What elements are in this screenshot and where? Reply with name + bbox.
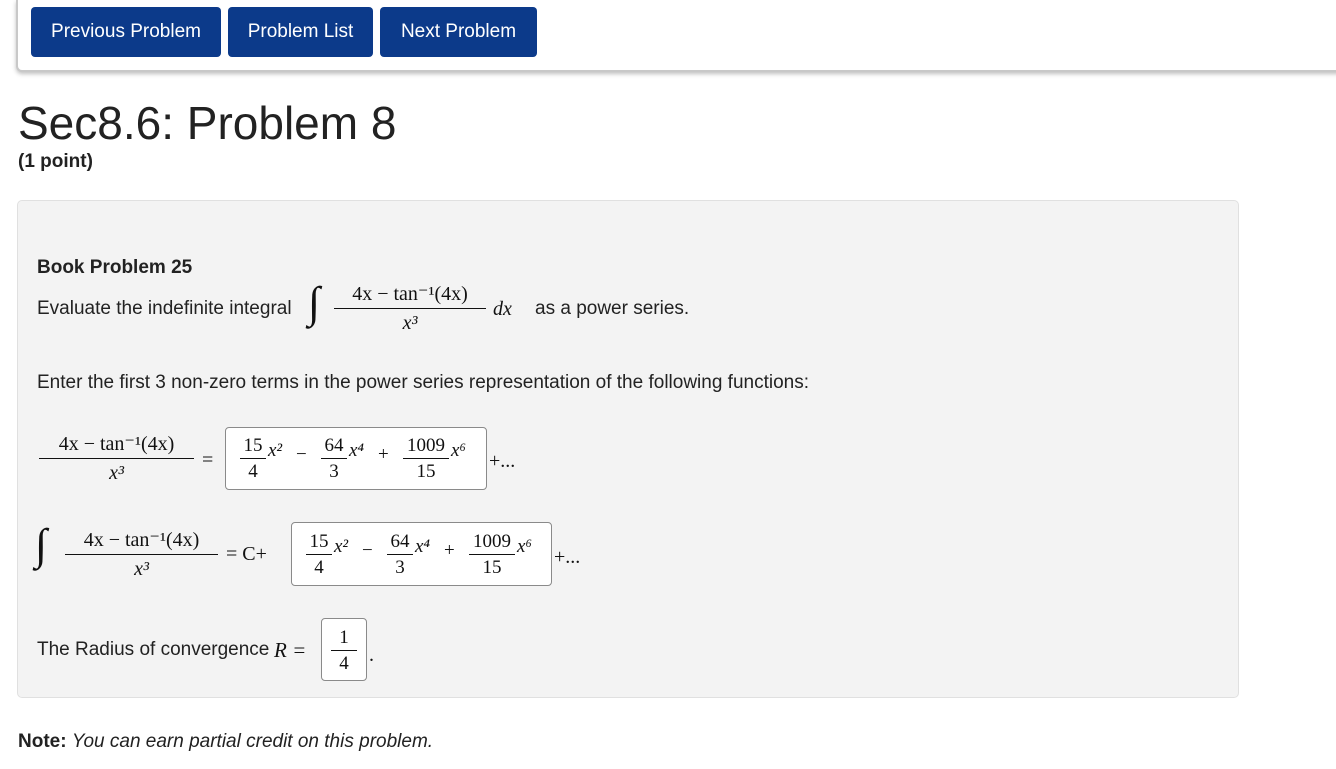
integral-sign: ∫ (35, 520, 48, 569)
integral-constant: = C+ (226, 543, 267, 565)
radius-denominator: 4 (339, 653, 349, 674)
radius-numerator: 1 (339, 627, 349, 648)
radius-answer-field[interactable] (321, 618, 367, 681)
integral-numerator: 4x − tan⁻¹(4x) (83, 529, 200, 551)
integral-fraction (65, 527, 218, 581)
evaluate-suffix: as a power series. (535, 298, 690, 319)
term2-numerator: 64 (390, 531, 410, 552)
problem-list-button[interactable]: Problem List (228, 7, 373, 57)
term2-numerator: 64 (324, 435, 344, 456)
term3-power: x⁶ (517, 536, 533, 557)
points-label: (1 point) (18, 151, 93, 172)
term1-denominator: 4 (314, 557, 324, 578)
term2-denominator: 3 (395, 557, 405, 578)
term1-numerator: 15 (309, 531, 329, 552)
evaluate-prefix: Evaluate the indefinite integral (37, 298, 292, 319)
integral-answer-field[interactable] (291, 522, 552, 586)
term3-fraction (469, 531, 515, 581)
term1-numerator: 15 (243, 435, 263, 456)
integral-ellipsis: +... (554, 546, 581, 568)
fraction-bar (306, 554, 332, 555)
note-text: You can earn partial credit on this problem. (71, 731, 434, 752)
integrand-fraction (334, 281, 486, 341)
fraction-bar (387, 554, 413, 555)
problem-nav-bar (16, 0, 1336, 72)
term1-denominator: 4 (248, 461, 258, 482)
term2-power: x⁴ (415, 536, 431, 557)
period: . (369, 644, 374, 666)
page-title: Sec8.6: Problem 8 (18, 97, 397, 149)
function-denominator: x³ (109, 462, 124, 484)
fraction-bar (331, 650, 357, 651)
fraction-bar (403, 458, 449, 459)
next-problem-button[interactable]: Next Problem (380, 7, 537, 57)
integrand-numerator: 4x − tan⁻¹(4x) (352, 283, 468, 305)
plus-sign: + (444, 540, 455, 561)
term1-fraction (240, 435, 266, 485)
plus-sign: + (378, 444, 389, 465)
instructions: Enter the first 3 non-zero terms in the power series representation of the following functions: (37, 372, 810, 393)
integrand-denominator: x³ (402, 312, 418, 334)
differential: dx (493, 298, 512, 320)
term1-power: x² (268, 440, 283, 461)
term3-denominator: 15 (416, 461, 436, 482)
term3-fraction (403, 435, 449, 485)
radius-symbol: R = (274, 638, 307, 662)
term1-fraction (306, 531, 332, 581)
minus-sign: − (296, 444, 307, 465)
term3-numerator: 1009 (473, 531, 511, 552)
series-answer-field[interactable] (225, 427, 487, 490)
equals-sign: = (202, 449, 214, 471)
integral-sign: ∫ (308, 278, 321, 327)
problem-body (17, 200, 1239, 698)
fraction-bar (321, 458, 347, 459)
function-numerator: 4x − tan⁻¹(4x) (58, 433, 175, 455)
previous-problem-button[interactable]: Previous Problem (31, 7, 221, 57)
radius-fraction (331, 627, 357, 677)
book-problem-heading: Book Problem 25 (37, 257, 193, 278)
term3-denominator: 15 (482, 557, 502, 578)
term3-numerator: 1009 (407, 435, 445, 456)
fraction-bar (39, 458, 194, 459)
function-fraction (39, 431, 194, 485)
integral-denominator: x³ (134, 558, 149, 580)
fraction-bar (65, 554, 218, 555)
fraction-bar (240, 458, 266, 459)
note-label: Note: (18, 731, 67, 752)
fraction-bar (334, 308, 486, 309)
term2-power: x⁴ (349, 440, 365, 461)
series-ellipsis: +... (489, 450, 516, 472)
term2-fraction (321, 435, 347, 485)
minus-sign: − (362, 540, 373, 561)
term2-denominator: 3 (329, 461, 339, 482)
fraction-bar (469, 554, 515, 555)
term2-fraction (387, 531, 413, 581)
term3-power: x⁶ (451, 440, 467, 461)
credit-note (18, 731, 433, 753)
term1-power: x² (334, 536, 349, 557)
radius-label: The Radius of convergence (37, 639, 270, 660)
